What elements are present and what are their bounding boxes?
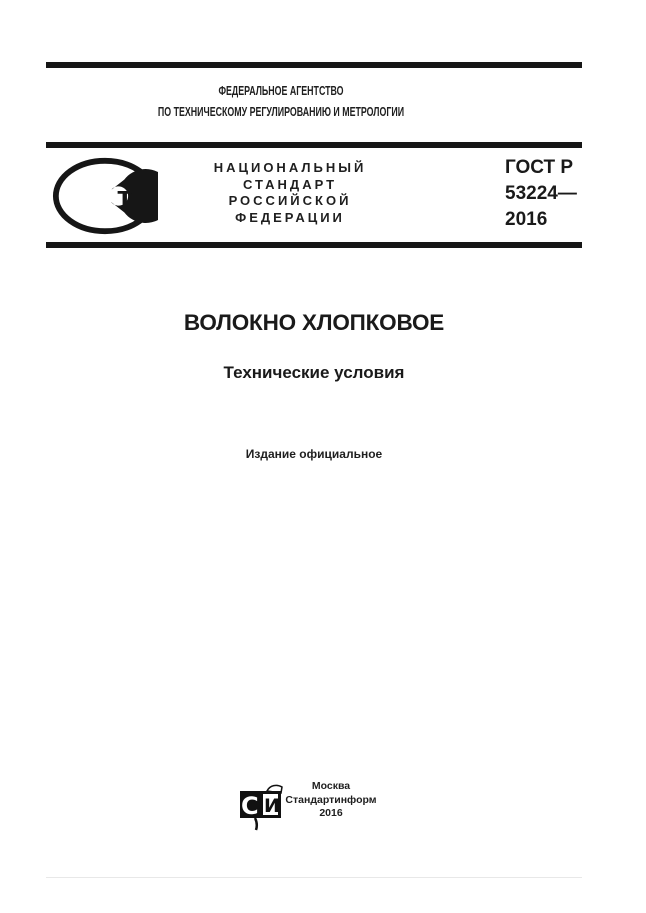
imprint: [266, 780, 396, 821]
agency-name-line2: ПО ТЕХНИЧЕСКОМУ РЕГУЛИРОВАНИЮ И МЕТРОЛОГИИ: [157, 104, 405, 119]
designation-line: ГОСТ Р: [505, 157, 574, 178]
banner-top-rule: [46, 142, 582, 148]
agency-header: [46, 80, 516, 122]
document-title: ВОЛОКНО ХЛОПКОВОЕ: [183, 310, 445, 335]
svg-text:Р: Р: [82, 174, 114, 224]
agency-name-line1: ФЕДЕРАЛЬНОЕ АГЕНТСТВО: [218, 83, 344, 98]
page-bottom-faint-rule: [46, 877, 582, 878]
standard-type-line: ФЕДЕРАЦИИ: [235, 209, 345, 225]
designation-line: 2016: [505, 209, 548, 230]
banner-bottom-rule: [46, 242, 582, 248]
standard-type-line: НАЦИОНАЛЬНЫЙ: [213, 160, 367, 175]
svg-text:т: т: [117, 181, 133, 211]
imprint-city: Москва: [311, 780, 351, 792]
document-subtitle: Технические условия: [223, 363, 405, 382]
svg-text:И: И: [264, 795, 280, 817]
edition-note: Издание официальное: [245, 447, 383, 461]
imprint-publisher: Стандартинформ: [285, 793, 377, 806]
designation-line: 53224—: [505, 183, 577, 204]
standard-type-block: [180, 160, 400, 226]
rosstandart-rst-mark-icon: [52, 157, 158, 235]
standard-designation: [505, 155, 577, 233]
imprint-year: 2016: [319, 807, 343, 819]
top-rule: [46, 62, 582, 68]
svg-text:С: С: [241, 792, 259, 820]
standard-type-line: РОССИЙСКОЙ: [228, 193, 352, 208]
standard-type-line: СТАНДАРТ: [242, 176, 338, 192]
